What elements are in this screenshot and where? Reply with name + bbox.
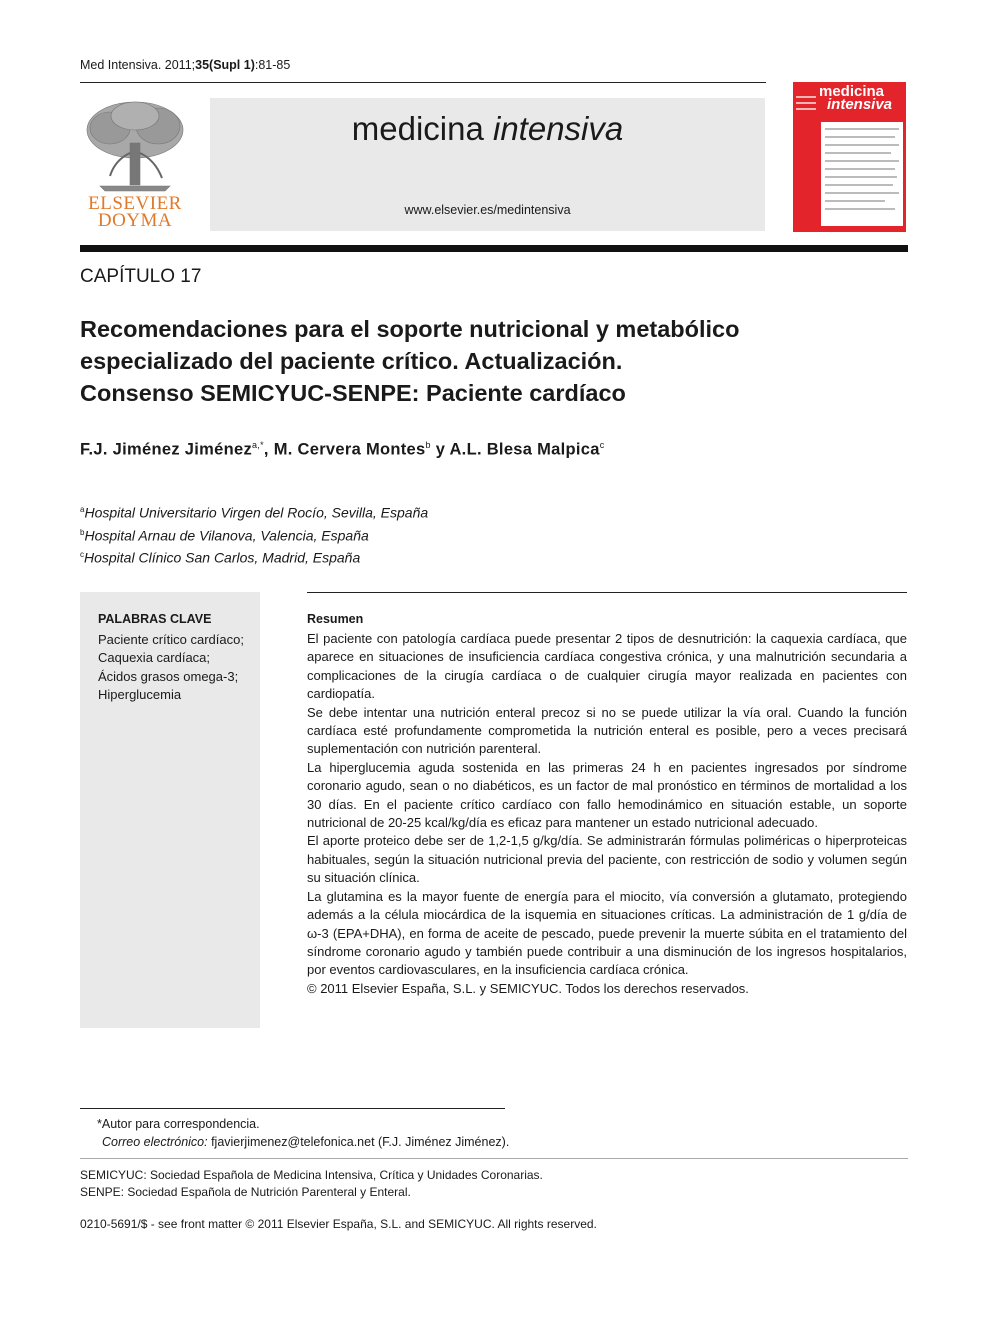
abbreviation: SEMICYUC: Sociedad Española de Medicina Intensiva, Crítica y Unidades Coronarias. bbox=[80, 1168, 543, 1182]
email-link[interactable]: fjavierjimenez@telefonica.net (F.J. Jiménez Jiménez). bbox=[207, 1135, 510, 1149]
affiliation: $^b$Hospital Arnau de Vilanova, Valencia, España bbox=[80, 527, 369, 544]
abbreviations-rule bbox=[80, 1158, 908, 1159]
title-line: Recomendaciones para el soporte nutricional y metabólico bbox=[80, 316, 740, 342]
keyword: Caquexia cardíaca; bbox=[98, 650, 211, 666]
abstract-paragraph: La hiperglucemia aguda sostenida en las primeras 24 h en pacientes ingresados por síndrome coronario agudo, sean o no diabéticos, es un factor de mal pronóstico en términos de mortalidad a los 30 días. En el paciente crítico cardíaco con fallo hemodinámico en situación estable, un soporte nutricional de 20-25 kcal/kg/día es eficaz para mantener un estado nutricional adecuado. bbox=[307, 759, 907, 831]
keywords-heading: PALABRAS CLAVE bbox=[98, 612, 212, 626]
email-note: Correo electrónico: fjavierjimenez@telefonica.net (F.J. Jiménez Jiménez). bbox=[102, 1135, 510, 1149]
title-line: especializado del paciente crítico. Actualización. bbox=[80, 348, 623, 374]
abstract-paragraph: El paciente con patología cardíaca puede presentar 2 tipos de desnutrición: la caquexia cardíaca, que aparece en situaciones de insuficiencia cardíaca congestiva crónica, y una malnutrición secundaria a complicaciones de la cirugía cardíaca o de cualquier cirugía mayor realizada en pacientes con cardiopatía. bbox=[307, 631, 907, 702]
affiliations bbox=[80, 500, 428, 568]
journal-cover-thumbnail bbox=[793, 82, 906, 232]
author-name: F.J. Jiménez Jiménez bbox=[80, 440, 252, 459]
abstract-copyright: © 2011 Elsevier España, S.L. y SEMICYUC. Todos los derechos reservados. bbox=[307, 980, 749, 996]
footnote-rule bbox=[80, 1108, 505, 1109]
keyword: Paciente crítico cardíaco; bbox=[98, 632, 244, 647]
abstract-paragraph: Se debe intentar una nutrición enteral precoz si no se puede utilizar la vía oral. Cuando la función cardíaca esté profundamente comprometida la nutrición enteral es posible, pero a veces precisará suplementación con nutrición parenteral. bbox=[307, 704, 907, 757]
header-thick-rule bbox=[80, 245, 908, 252]
author-name: M. Cervera Montes bbox=[273, 440, 426, 459]
author-list: F.J. Jiménez Jiménez$^{a,*}$, M. Cervera Montes$^b$ y A.L. Blesa Malpica$^c$ bbox=[80, 440, 605, 459]
keyword: Ácidos grasos omega-3; bbox=[98, 668, 239, 684]
journal-url[interactable]: www.elsevier.es/medintensiva bbox=[404, 203, 571, 217]
publisher-subname: DOYMA bbox=[97, 210, 173, 231]
corresponding-author-note: *Autor para correspondencia. bbox=[97, 1117, 260, 1131]
abstract-paragraph: La glutamina es la mayor fuente de energía para el miocito, vía conversión a glutamato, protegiendo además a la célula miocárdica de la isquemia en situaciones críticas. La administración de 1 g/día de ω-3 (EPA+DHA), en forma de aceite de pescado, puede prevenir la muerte súbita en el tratamiento del síndrome coronario agudo y también puede contribuir a una disminución de los ingresos hospitalarios, por eventos cardiovasculares, en la insuficiencia cardíaca crónica. bbox=[307, 888, 907, 978]
publisher-name: ELSEVIER bbox=[88, 193, 182, 214]
cover-title: medicina bbox=[819, 83, 885, 100]
abstract-body bbox=[307, 630, 907, 998]
journal-citation: Med Intensiva. 2011;35(Supl 1):81-85 bbox=[80, 58, 291, 72]
affiliation: $^c$Hospital Clínico San Carlos, Madrid, España bbox=[80, 549, 361, 566]
abstract-heading: Resumen bbox=[307, 612, 364, 626]
affiliation: $^a$Hospital Universitario Virgen del Rocío, Sevilla, España bbox=[80, 504, 429, 521]
journal-name: medicina intensiva bbox=[351, 110, 624, 147]
cover-contents bbox=[821, 122, 903, 226]
front-matter-copyright: 0210-5691/$ - see front matter © 2011 Elsevier España, S.L. and SEMICYUC. All rights reserved. bbox=[80, 1217, 597, 1231]
abstract-paragraph: El aporte proteico debe ser de 1,2-1,5 g/kg/día. Se administrarán fórmulas poliméricas o hiperproteicas habituales, según la situación nutricional previa del paciente, con restricción de sodio y volumen según su situación clínica. bbox=[307, 833, 907, 886]
cover-subtitle: intensiva bbox=[827, 96, 893, 113]
header-rule bbox=[80, 82, 766, 83]
abbreviation: SENPE: Sociedad Española de Nutrición Parenteral y Enteral. bbox=[80, 1185, 411, 1199]
abstract-rule bbox=[307, 592, 907, 593]
article-title bbox=[80, 313, 860, 409]
title-line: Consenso SEMICYUC-SENPE: Paciente cardíaco bbox=[80, 380, 626, 406]
keywords-list bbox=[98, 631, 248, 705]
chapter-label: CAPÍTULO 17 bbox=[80, 266, 202, 287]
keyword: Hiperglucemia bbox=[98, 687, 182, 703]
author-name: A.L. Blesa Malpica bbox=[449, 440, 600, 459]
